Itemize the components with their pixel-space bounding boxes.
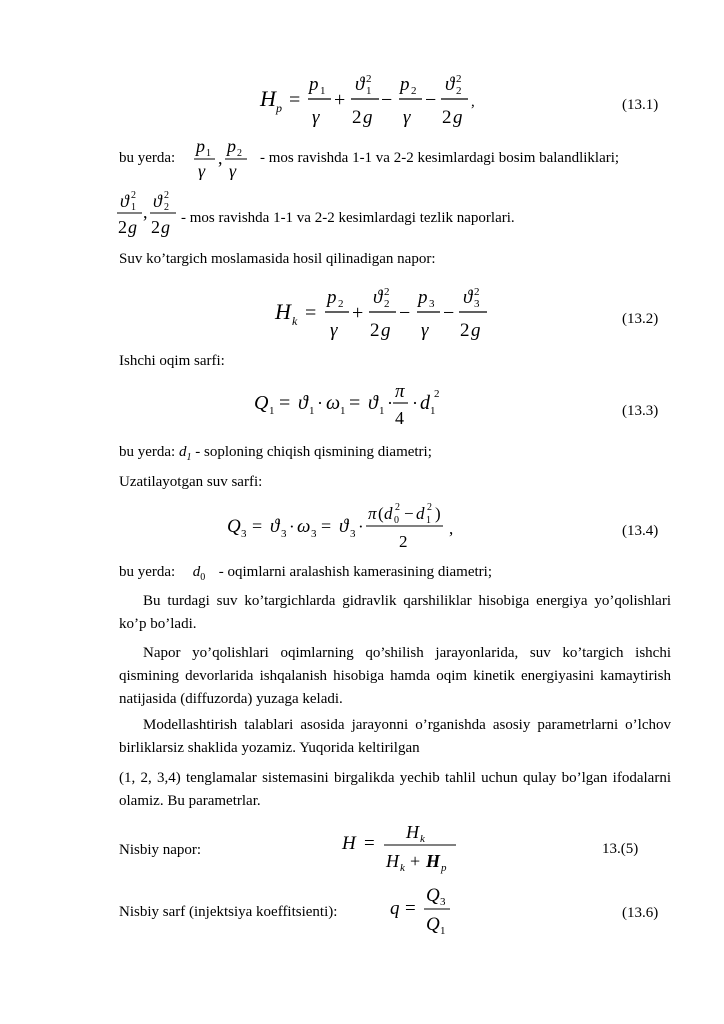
velocity-heads-desc: - mos ravishda 1-1 va 2-2 kesimlardagi tezlik naporlari. xyxy=(181,210,515,226)
svg-text:2: 2 xyxy=(456,85,462,97)
svg-text:·: · xyxy=(289,517,295,536)
svg-text:1: 1 xyxy=(340,405,346,417)
svg-text:3: 3 xyxy=(281,528,287,540)
svg-text:2: 2 xyxy=(456,73,462,85)
equation-13-3 xyxy=(252,378,444,430)
pump-head-intro: Suv ko’targich moslamasida hosil qilinadigan napor: xyxy=(119,251,436,267)
svg-text:ϑ: ϑ xyxy=(153,191,162,211)
svg-text:3: 3 xyxy=(311,528,317,540)
equation-13-5 xyxy=(340,818,460,874)
svg-text:3: 3 xyxy=(474,298,480,310)
svg-text:−: − xyxy=(381,89,393,111)
svg-text:−: − xyxy=(399,302,411,324)
equation-13-6 xyxy=(388,882,458,936)
svg-text:H: H xyxy=(386,851,399,871)
svg-text:,: , xyxy=(218,148,223,168)
svg-text:H: H xyxy=(406,822,419,842)
d1-definition xyxy=(119,443,432,464)
svg-text:1: 1 xyxy=(426,515,431,526)
svg-text:1: 1 xyxy=(269,405,275,417)
svg-text:ϑ: ϑ xyxy=(368,392,378,414)
svg-text:+: + xyxy=(410,851,421,871)
svg-text:3: 3 xyxy=(350,528,356,540)
svg-text:2: 2 xyxy=(427,502,432,513)
svg-text:H: H xyxy=(275,299,291,324)
svg-text:2: 2 xyxy=(434,388,440,400)
svg-text:γ: γ xyxy=(421,320,429,341)
svg-text:3: 3 xyxy=(241,528,247,540)
svg-text:d: d xyxy=(416,504,425,523)
equation-number-13-5: 13.(5) xyxy=(602,841,639,857)
svg-text:q: q xyxy=(390,898,400,919)
svg-text:Q: Q xyxy=(426,914,440,935)
lifted-flow-intro: Uzatilayotgan suv sarfi: xyxy=(119,474,263,490)
d1-variable: d xyxy=(178,444,187,460)
svg-text:1: 1 xyxy=(320,85,326,97)
svg-text:2: 2 xyxy=(164,190,169,201)
svg-text:g: g xyxy=(363,107,373,128)
equation-number-13-3: (13.3) xyxy=(622,403,659,419)
svg-text:2: 2 xyxy=(370,320,380,341)
d1-desc: - soploning chiqish qismining diametri; xyxy=(195,444,432,460)
paragraph-2-text: Napor yo’qolishlari oqimlarning qo’shilish jarayonlarida, suv ko’targich ishchi qismining devorlarida ishqalanish hisobiga hamda oqim kinetik energiyasini kamaytirish natijasida (diffuzorda) yuzaga keladi. xyxy=(119,645,671,707)
svg-text:2: 2 xyxy=(366,73,372,85)
svg-text:1: 1 xyxy=(206,148,211,159)
svg-text:2: 2 xyxy=(384,286,390,298)
svg-text:2: 2 xyxy=(474,286,480,298)
svg-text:4: 4 xyxy=(395,408,404,428)
svg-text:+: + xyxy=(334,89,346,111)
equation-number-13-4: (13.4) xyxy=(622,523,659,539)
svg-text:ϑ: ϑ xyxy=(298,392,308,414)
svg-text:=: = xyxy=(349,392,361,414)
svg-text:2: 2 xyxy=(352,107,362,128)
svg-text:=: = xyxy=(321,516,332,536)
svg-text:2: 2 xyxy=(164,202,169,213)
svg-text:H: H xyxy=(426,851,441,871)
svg-text:1: 1 xyxy=(440,925,446,936)
svg-text:ϑ: ϑ xyxy=(463,287,473,308)
svg-text:=: = xyxy=(279,392,291,414)
svg-text:Q: Q xyxy=(426,885,440,906)
d0-variable: d xyxy=(192,564,201,580)
svg-text:,: , xyxy=(449,519,454,538)
svg-text:2: 2 xyxy=(460,320,470,341)
svg-text:g: g xyxy=(161,217,170,237)
paragraph-1 xyxy=(119,590,671,636)
svg-text:p: p xyxy=(309,74,319,95)
svg-text:0: 0 xyxy=(394,515,399,526)
svg-text:p: p xyxy=(400,74,410,95)
svg-text:k: k xyxy=(292,314,298,328)
svg-text:g: g xyxy=(381,320,391,341)
equation-13-1-comma: , xyxy=(471,94,475,110)
svg-text:1: 1 xyxy=(430,405,436,417)
svg-text:g: g xyxy=(471,320,481,341)
svg-text:·: · xyxy=(317,393,323,413)
svg-text:π: π xyxy=(395,381,405,402)
svg-text:γ: γ xyxy=(312,107,320,128)
equation-13-1 xyxy=(255,68,470,130)
svg-text:p: p xyxy=(227,136,236,156)
svg-text:2: 2 xyxy=(338,298,344,310)
svg-text:ω: ω xyxy=(297,516,311,537)
svg-text:2: 2 xyxy=(442,107,452,128)
svg-text:ϑ: ϑ xyxy=(445,74,455,95)
svg-text:·: · xyxy=(358,517,364,536)
svg-text:g: g xyxy=(453,107,463,128)
svg-text:1: 1 xyxy=(131,202,136,213)
svg-text:p: p xyxy=(441,862,447,874)
velocity-heads-fractions xyxy=(116,185,180,239)
d0-subscript: 0 xyxy=(200,572,206,583)
svg-text:=: = xyxy=(289,89,301,111)
svg-text:): ) xyxy=(435,504,441,523)
d0-desc: - oqimlarni aralashish kamerasining diametri; xyxy=(218,564,492,580)
svg-text:=: = xyxy=(405,898,416,919)
svg-text:p: p xyxy=(276,101,282,115)
svg-text:ϑ: ϑ xyxy=(120,191,129,211)
svg-text:(: ( xyxy=(378,504,384,523)
equation-number-13-1: (13.1) xyxy=(622,97,659,113)
svg-text:=: = xyxy=(305,302,317,324)
svg-text:π: π xyxy=(368,504,377,523)
svg-text:=: = xyxy=(364,833,375,854)
bu-yerda-label-2: bu yerda: xyxy=(119,444,176,460)
equation-13-4 xyxy=(225,500,465,554)
svg-text:γ: γ xyxy=(403,107,411,128)
paragraph-4 xyxy=(119,767,671,813)
svg-text:=: = xyxy=(252,516,263,536)
svg-text:Q: Q xyxy=(254,392,269,414)
svg-text:Q: Q xyxy=(227,516,241,537)
svg-text:H: H xyxy=(260,86,276,111)
svg-text:1: 1 xyxy=(309,405,315,417)
svg-text:,: , xyxy=(143,202,148,222)
svg-text:g: g xyxy=(128,217,137,237)
svg-text:d: d xyxy=(384,504,393,523)
paragraph-1-text: Bu turdagi suv ko’targichlarda gidravlik qarshiliklar hisobiga energiya yo’qolishlari ko’p bo’ladi. xyxy=(119,593,671,632)
svg-text:γ: γ xyxy=(330,320,338,341)
svg-text:ϑ: ϑ xyxy=(339,516,349,537)
working-flow-intro: Ishchi oqim sarfi: xyxy=(119,353,225,369)
svg-text:γ: γ xyxy=(229,161,237,180)
bu-yerda-label-3: bu yerda: xyxy=(119,564,176,580)
svg-text:p: p xyxy=(418,287,428,308)
svg-text:d: d xyxy=(420,392,430,414)
svg-text:2: 2 xyxy=(237,148,242,159)
paragraph-4-text: (1, 2, 3,4) tenglamalar sistemasini birgalikda yechib tahlil uchun qulay bo’lgan ifodalarni olamiz. Bu parametrlar. xyxy=(119,770,671,809)
d0-definition xyxy=(119,563,492,584)
svg-text:−: − xyxy=(425,89,437,111)
svg-text:H: H xyxy=(342,833,356,854)
svg-text:2: 2 xyxy=(384,298,390,310)
svg-text:ϑ: ϑ xyxy=(270,516,280,537)
svg-text:3: 3 xyxy=(440,896,446,908)
svg-text:2: 2 xyxy=(131,190,136,201)
svg-text:·: · xyxy=(412,393,418,413)
svg-text:1: 1 xyxy=(379,405,385,417)
relative-flow-label: Nisbiy sarf (injektsiya koeffitsienti): xyxy=(119,904,338,920)
paragraph-3 xyxy=(119,714,671,760)
svg-text:1: 1 xyxy=(366,85,372,97)
svg-text:+: + xyxy=(352,302,364,324)
svg-text:2: 2 xyxy=(395,502,400,513)
paragraph-2 xyxy=(119,642,671,711)
equation-13-2 xyxy=(272,280,492,344)
svg-text:2: 2 xyxy=(399,532,408,551)
svg-text:p: p xyxy=(327,287,337,308)
paragraph-3-text: Modellashtirish talablari asosida jarayonni o’rganishda asosiy parametrlarni o’lchov birliklarsiz shaklida yozamiz. Yuqorida keltirilgan xyxy=(119,717,671,756)
equation-number-13-2: (13.2) xyxy=(622,311,659,327)
d1-subscript: 1 xyxy=(186,452,192,463)
equation-number-13-6: (13.6) xyxy=(622,905,659,921)
pressure-heads-desc: - mos ravishda 1-1 va 2-2 kesimlardagi bosim balandliklari; xyxy=(260,150,620,166)
svg-text:γ: γ xyxy=(198,161,206,180)
svg-text:2: 2 xyxy=(151,217,160,237)
pressure-heads-fractions xyxy=(193,134,255,180)
svg-text:ϑ: ϑ xyxy=(373,287,383,308)
svg-text:k: k xyxy=(420,833,425,845)
svg-text:2: 2 xyxy=(118,217,127,237)
svg-text:−: − xyxy=(404,504,414,523)
svg-text:p: p xyxy=(196,136,205,156)
relative-head-label: Nisbiy napor: xyxy=(119,842,202,858)
svg-text:3: 3 xyxy=(429,298,435,310)
svg-text:2: 2 xyxy=(411,85,417,97)
svg-text:ω: ω xyxy=(326,392,341,414)
svg-text:·: · xyxy=(387,393,393,413)
svg-text:k: k xyxy=(400,862,405,874)
svg-text:ϑ: ϑ xyxy=(355,74,365,95)
bu-yerda-label-1: bu yerda: xyxy=(119,150,176,166)
svg-text:−: − xyxy=(443,302,455,324)
